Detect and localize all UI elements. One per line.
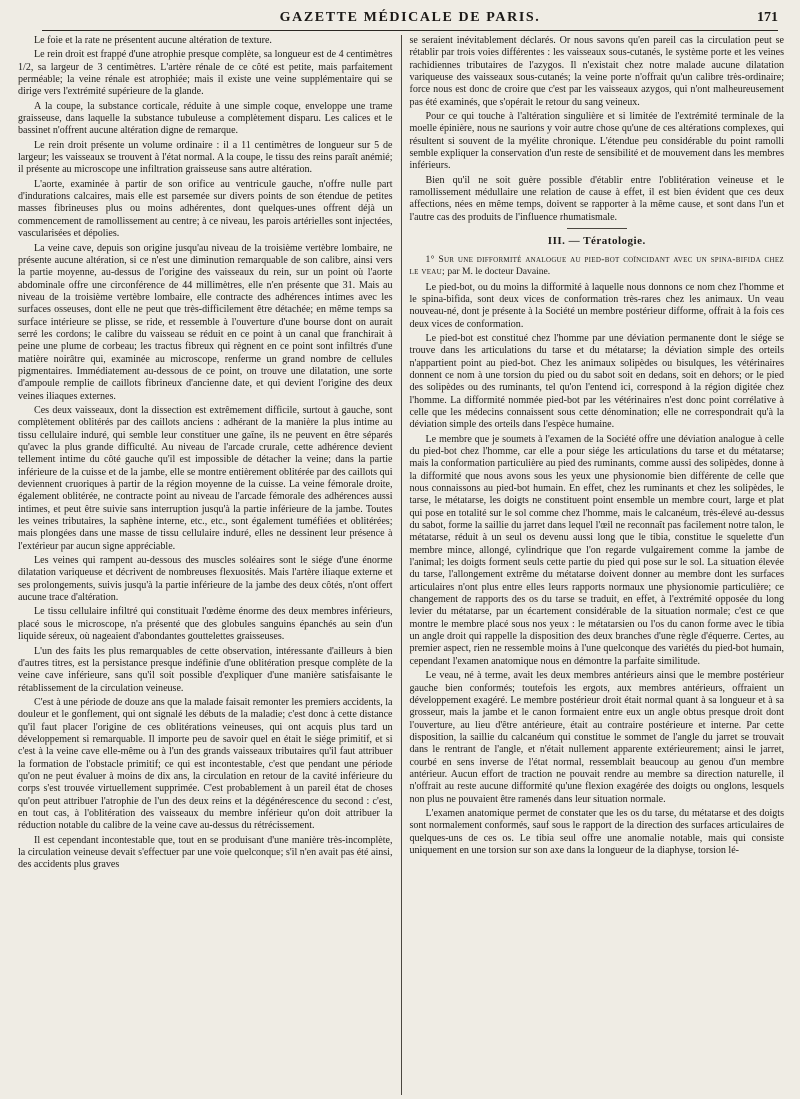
text-columns [18,35,784,1095]
paragraph: La veine cave, depuis son origine jusqu'au niveau de la troisième vertèbre lombaire, ne présente aucune altération, si ce n'est une diminution remarquable de son calibre, ainsi vers la partie moyenne, au-dessus de l'origine des vaisseaux du rein, sur un point où l'aorte abdominale offre une circonférence de 44 millimètres, elle n'en présente que 31. Mais au niveau de la troisième vertèbre lombaire, elle contracte des adhérences intimes avec les surfaces osseuses, dont elle ne peut que très-difficilement être détachée; en même temps sa surface intérieure se plisse, se ride, et ressemble à l'ouverture d'une bourse dont on aurait serré les cordons; le calibre du vaisseau se réduit en ce point à un canal que franchirait à peine une plume de corbeau; les tractus fibreux qui règnent en ce point sont infiltrés d'une matière noirâtre qui, examinée au microscope, renferme un grand nombre de cellules pigmentaires. Immédiatement au-dessous de ce point, on trouve une dilatation, une sorte d'ampoule remplie de caillots fibrineux d'ancienne date, et qui devient l'origine des deux veines iliaques externes. [18,242,393,402]
paragraph: Le rein droit présente un volume ordinaire : il a 11 centimètres de longueur sur 5 de largeur; les vaisseaux se trouvent à l'état normal. A la coupe, le tissu des reins paraît anémié; il présente au microscope une infiltration graisseuse sans autre altération. [18,139,393,176]
paragraph: Il est cependant incontestable que, tout en se produisant d'une manière très-incomplète, la circulation veineuse devait s'effectuer par une voie quelconque; s'il n'en avait pas été ainsi, des accidents plus graves [18,834,393,871]
section-divider [567,228,627,229]
article-subtitle-topic: 1° Sur une difformité analogue au pied-bot coïncidant avec un spina-bifida chez le veau; [409,253,784,277]
journal-title: GAZETTE MÉDICALE DE PARIS. [279,10,541,25]
paragraph: L'un des faits les plus remarquables de cette observation, intéressante d'ailleurs à bien d'autres titres, est la persistance presque indéfinie d'une oblitération presque complète de la veine cave inférieure, sans qu'il soit possible d'expliquer d'une manière satisfaisante le rétablissement de la circulation veineuse. [18,645,393,694]
right-column [401,35,785,1095]
paragraph: A la coupe, la substance corticale, réduite à une simple coque, enveloppe une trame graisseuse, dans laquelle la substance tubuleuse a complètement disparu. Les calices et le bassinet n'offrent aucune altération digne de remarque. [18,100,393,137]
page-number: 171 [757,10,778,25]
paragraph: se seraient inévitablement déclarés. Or nous savons qu'en pareil cas la circulation peut se rétablir par trois voies différentes : les vaisseaux sous-cutanés, le système porte et les veines rachidiennes tributaires de l'azygos. Il n'existait chez notre malade aucune dilatation variqueuse des vaisseaux sous-cutanés; la veine porte n'offrait qu'un calibre très-ordinaire; force nous est donc de croire que c'est par les vaisseaux azygos, qui n'ont malheureusement pas été examinés, que s'opérait le retour du sang veineux. [409,35,784,108]
paragraph: Bien qu'il ne soit guère possible d'établir entre l'oblitération veineuse et le ramollissement médullaire une relation de cause à effet, il est bien évident que ces deux affections, nées en même temps, doivent se rapporter à la même cause, et sont dans l'un et l'autre cas des produits de l'influence rhumatismale. [409,174,784,223]
paragraph: C'est à une période de douze ans que la malade faisait remonter les premiers accidents, la douleur et le gonflement, qui ont signalé les débuts de la maladie; c'est donc à cette distance qu'il faut placer l'origine de ces oblitérations veineuses, qui ont acquis plus tard un développement si remarquable. Il importe peu de savoir quel en était le siége primitif, et si c'est à la veine cave elle-même ou à l'un des grands vaisseaux tributaires qu'il faut attribuer la formation de l'obstacle primitif; ce qui est incontestable, c'est que pendant une période qu'on ne peut évaluer à moins de dix ans, la circulation en retour de la cavité inférieure du corps s'est trouvée virtuellement supprimée. C'est probablement à un pareil état de choses qu'on peut attribuer l'atrophie de l'un des deux reins et la dégénérescence du second : c'est, en tout cas, à l'oblitération des vaisseaux du membre inférieur qu'on doit attribuer la réduction notable du calibre de la veine cave au-dessus du rétrécissement. [18,696,393,832]
article-subtitle [410,254,785,278]
paragraph: Le veau, né à terme, avait les deux membres antérieurs ainsi que le membre postérieur gauche bien conformés; toutefois les ergots, aux membres antérieurs, offraient un développement exagéré. Le membre postérieur droit était normal quant à sa longueur et à sa grosseur, mais la jambe et le canon formaient entre eux un angle obtus presque droit dont l'ouverture, au lieu d'être antérieure, était au contraire postérieure et interne. Par cette disposition, la saillie du calcanéum qui constitue le sommet de l'angle du jarret se trouvait dans le rentrant de l'angle, et n'était nullement apparente extérieurement; ainsi le jarret, courbé en sens inverse de l'état normal, ressemblait beaucoup au genou d'un membre antérieur. Aucun effort de traction ne pouvait rendre au membre sa direction naturelle, il n'offrait au reste aucune difformité qu'une flexion exagérée des doigts ou onglons, lesquels non plus ne pouvaient être ramenés dans leur situation normale. [409,670,784,805]
paragraph: Pour ce qui touche à l'altération singulière et si limitée de l'extrémité terminale de la moelle épinière, nous ne saurions y voir autre chose qu'une de ces altérations complexes, qui résultent si souvent de la myélite chronique. L'étendue peu considérable du point ramolli semble expliquer la conservation d'un reste de sensibilité et de mouvement dans les membres inférieurs. [409,111,784,172]
paragraph: Ces deux vaisseaux, dont la dissection est extrêmement difficile, surtout à gauche, sont complètement oblitérés par des caillots anciens : adhérant de la manière la plus intime au tissu cellulaire induré, qui semble leur constituer une gaîne, ils ne peuvent en être séparés qu'avec la plus grande difficulté. Au niveau de l'arcade crurale, cette adhérence devient tellement intime du côté gauche qu'il est impossible de détacher la veine; dans la partie inférieure de la cuisse et de la jambe, elle se montre entièrement oblitérée par des caillots qui deviennent cruoriques à partir de la région moyenne de la cuisse. La veine fémorale droite, également oblitérée, ne contracte point au niveau de l'arcade fémorale des adhérences aussi intimes, et peut être suivie sans interruption jusqu'à la partie inférieure de la jambe. Toutes les veines tributaires, la saphène interne, etc., etc., sont également tuméfiées et oblitérées; mais plongées dans une masse de tissu cellulaire induré, elles ne dessinent leur présence à l'extérieur par aucun signe appréciable. [18,404,393,552]
paragraph: Les veines qui rampent au-dessous des muscles soléaires sont le siége d'une énorme dilatation variqueuse et décrivent de nombreuses flexuosités. Mais l'artère iliaque externe et ses prolongements, suivis jusqu'à la partie inférieure de la jambe des deux côtés, n'ont offert aucune trace d'altération. [18,555,393,604]
paragraph: L'aorte, examinée à partir de son orifice au ventricule gauche, n'offre nulle part d'indurations calcaires, mais elle est parsemée sur divers points de son étendue de petites masses fibrineuses plus ou moins adhérentes, dont quelques-unes offrent déjà un commencement de ramollissement au centre; à ce niveau, les parois artérielles sont injectées, vascularisées et dépolies. [18,178,393,240]
paragraph: Le tissu cellulaire infiltré qui constituait l'œdème énorme des deux membres inférieurs, placé sous le microscope, n'a présenté que des globules sanguins épanchés au sein d'un liquide séreux, où nageaient d'abondantes gouttelettes graisseuses. [18,606,393,643]
section-title: III. — Tératologie. [547,235,646,248]
paragraph: Le pied-bot est constitué chez l'homme par une déviation permanente dont le siége se trouve dans les articulations du tarse et du métatarse; la déviation simple des orteils n'appartient point au pied-bot. Chez les animaux solipèdes ou bisulques, les vétérinaires donnent ce nom à une torsion du pied ou du sabot soit en dedans, soit en dehors; or le pied des solipèdes ou des ruminants, tel qu'on l'entend ici, correspond à la région digitée chez l'homme. La difformité nommée pied-bot par les vétérinaires n'est donc point corrélative à celle que les médecins connaissent sous cette dénomination; elle ne correspondrait qu'à la déviation simple des orteils dans l'espèce humaine. [409,332,784,431]
left-column [18,35,401,1095]
paragraph: Le foie et la rate ne présentent aucune altération de texture. [34,35,272,46]
page-header [42,6,778,31]
paragraph: Le pied-bot, ou du moins la difformité à laquelle nous donnons ce nom chez l'homme et le spina-bifida, sont deux vices de conformation très-rares chez les animaux. Un veau nouveau-né, dont je présente à la Société un membre postérieur difforme, offrait à la fois ces deux vices de conformation. [409,281,784,330]
article-subtitle-author: par M. le docteur Davaine. [444,265,551,277]
paragraph: Le rein droit est frappé d'une atrophie presque complète, sa longueur est de 4 centimètres 1/2, sa largeur de 3 centimètres. L'artère rénale de ce côté est petite, mais parfaitement perméable; la veine rénale est atrophiée; mais il existe une veine supplémentaire qui se dirige vers l'extrémité supérieure de la glande. [18,49,393,98]
paragraph: L'examen anatomique permet de constater que les os du tarse, du métatarse et des doigts sont normalement conformés, sauf sous le rapport de la direction des surfaces articulaires de quelques-uns de ces os. Le tibia seul offre une anomalie notable, mais qui consiste uniquement en une torsion sur son axe dans la longueur de la diaphyse, torsion lé- [409,807,784,856]
paragraph: Le membre que je soumets à l'examen de la Société offre une déviation analogue à celle du pied-bot chez l'homme, car elle a pour siége les articulations du tarse et du métatarse; mais la conformation particulière au pied des ruminants, comme aussi des solipèdes, donne à la difformité que nous avons sous les yeux une physionomie bien différente de celle que nous connaissons au pied-bot humain. En effet, chez les ruminants et chez les solipèdes, le tarse, le métatarse, les doigts ne constituent point ensemble un membre court, large et plat qui pose en totalité sur le sol comme chez l'homme, mais le calcanéum, très-élevé au-dessus du sabot, forme la saillie du jarret dans lequel l'œil ne reconnaît pas facilement notre talon, le métatarse, réduit à un seul os devenu aussi long que le tibia, constitue le squelette d'un membre mince, allongé, cylindrique que l'on regarde vulgairement comme la jambe de l'animal; les doigts forment seuls cette partie du pied qui pose sur le sol. La situation élevée du tarse, l'allongement extrême du métatarse doivent donner au membre dont les surfaces articulaires n'ont plus entre elles leurs rapports normaux une physionomie particulière; ce changement de rapports des os du tarse se traduit, en effet, à l'extrémité opposée du long levier du métatarse, par un écartement considérable de la situation normale; c'est ce que montre le membre placé sous nos yeux : le métatarsien ou l'os du canon forme avec le tibia un angle droit qui rappelle la disposition des deux branches d'une règle d'équerre. Certes, au premier aspect, rien ne ressemble moins à l'une quelconque des variétés du pied-bot humain, cependant l'examen anatomique nous en démontre la parfaite similitude. [409,433,784,667]
